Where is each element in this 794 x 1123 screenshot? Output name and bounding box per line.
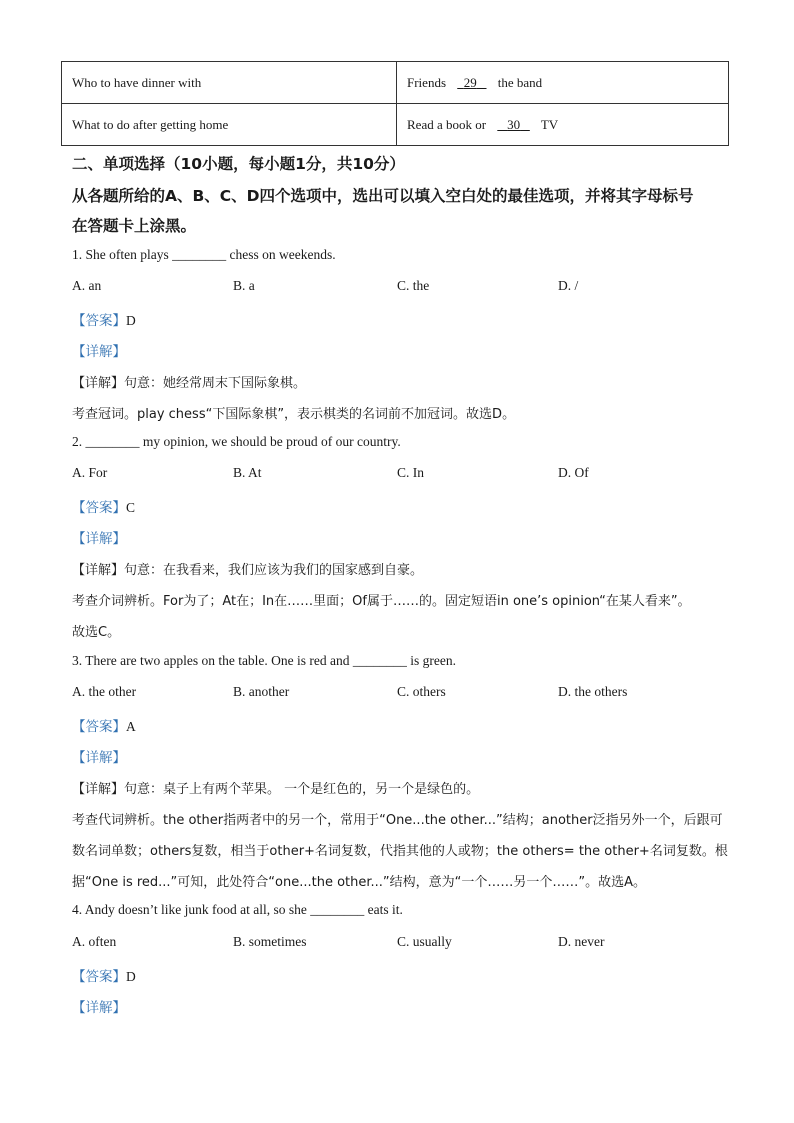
table-row xyxy=(62,104,729,146)
answer-line xyxy=(72,496,135,516)
cell-suffix: TV xyxy=(540,116,559,132)
option-d: D. the others xyxy=(558,684,628,699)
table-cell-answer xyxy=(397,62,729,104)
blank-number: 30 xyxy=(507,116,521,132)
detail-tag: 【详解】 xyxy=(72,563,125,578)
option-c: C. In xyxy=(397,465,424,480)
detail-line xyxy=(72,778,479,797)
option-a: A. an xyxy=(72,278,102,293)
table-cell-question: What to do after getting home xyxy=(62,104,397,146)
option-a: A. For xyxy=(72,465,108,480)
table-row xyxy=(62,62,729,104)
option-d: D. Of xyxy=(558,465,589,480)
detail-heading: 【详解】 xyxy=(72,344,126,360)
detail-heading: 【详解】 xyxy=(72,531,126,547)
option-c: C. usually xyxy=(397,934,452,949)
option-a: A. the other xyxy=(72,684,137,699)
answer-value: D xyxy=(126,313,136,328)
detail-line xyxy=(72,372,306,391)
answer-value: A xyxy=(126,719,136,734)
answer-tag: 【答案】 xyxy=(72,719,126,735)
translation: 句意：她经常周末下国际象棋。 xyxy=(124,376,307,391)
answer-line xyxy=(72,309,136,329)
analysis-line: 数名词单数；others复数，相当于other+名词复数，代指其他的人或物；the others= the other+名词复数。根 xyxy=(72,844,728,859)
answer-value: D xyxy=(126,969,136,984)
answer-value: C xyxy=(126,500,136,515)
option-c: C. others xyxy=(397,684,446,699)
table-cell-answer xyxy=(397,104,729,146)
detail-heading: 【详解】 xyxy=(72,750,126,766)
answer-tag: 【答案】 xyxy=(72,969,126,985)
cell-prefix: Friends xyxy=(407,74,446,90)
option-a: A. often xyxy=(72,934,117,949)
section-instruction-2: 在答题卡上涂黑。 xyxy=(72,217,197,235)
analysis-line: 据“One is red...”可知，此处符合“one...the other...”结构，意为“一个……另一个……”。故选A。 xyxy=(72,875,647,890)
question-stem: 4. Andy doesn’t like junk food at all, so she ________ eats it. xyxy=(72,902,403,917)
option-d: D. never xyxy=(558,934,605,949)
analysis-line: 考查介词辨析。For为了；At在；In在……里面；Of属于……的。固定短语in one’s opinion“在某人看来”。 xyxy=(72,594,691,609)
section-title: 二、单项选择（10小题，每小题1分，共10分） xyxy=(72,155,405,173)
info-table xyxy=(61,61,729,146)
option-b: B. a xyxy=(233,278,255,293)
translation: 句意：桌子上有两个苹果。 一个是红色的，另一个是绿色的。 xyxy=(124,782,480,797)
answer-tag: 【答案】 xyxy=(72,500,126,516)
section-instruction-1: 从各题所给的A、B、C、D四个选项中，选出可以填入空白处的最佳选项，并将其字母标号 xyxy=(72,187,694,205)
detail-tag: 【详解】 xyxy=(72,782,125,797)
option-d: D. / xyxy=(558,278,579,293)
blank-29 xyxy=(455,75,488,91)
analysis-line: 故选C。 xyxy=(72,625,121,640)
table-cell-question: Who to have dinner with xyxy=(62,62,397,104)
detail-heading: 【详解】 xyxy=(72,1000,126,1016)
analysis-line: 考查代词辨析。the other指两者中的另一个，常用于“One...the other...”结构；another泛指另外一个，后跟可 xyxy=(72,813,723,828)
analysis-line: 考查冠词。play chess“下国际象棋”，表示棋类的名词前不加冠词。故选D。 xyxy=(72,407,516,422)
option-b: B. At xyxy=(233,465,262,480)
answer-line xyxy=(72,715,136,735)
question-stem: 3. There are two apples on the table. One is red and ________ is green. xyxy=(72,653,457,668)
option-b: B. sometimes xyxy=(233,934,307,949)
option-b: B. another xyxy=(233,684,290,699)
blank-number: 29 xyxy=(463,74,477,90)
translation: 句意：在我看来，我们应该为我们的国家感到自豪。 xyxy=(124,563,424,578)
option-c: C. the xyxy=(397,278,430,293)
answer-tag: 【答案】 xyxy=(72,313,126,329)
cell-prefix: Read a book or xyxy=(407,116,487,132)
cell-suffix: the band xyxy=(497,74,543,90)
detail-tag: 【详解】 xyxy=(72,376,125,391)
question-stem: 2. ________ my opinion, we should be proud of our country. xyxy=(72,434,401,449)
blank-30 xyxy=(495,117,532,133)
question-stem: 1. She often plays ________ chess on weekends. xyxy=(72,247,336,262)
answer-line xyxy=(72,965,136,985)
detail-line xyxy=(72,559,423,578)
